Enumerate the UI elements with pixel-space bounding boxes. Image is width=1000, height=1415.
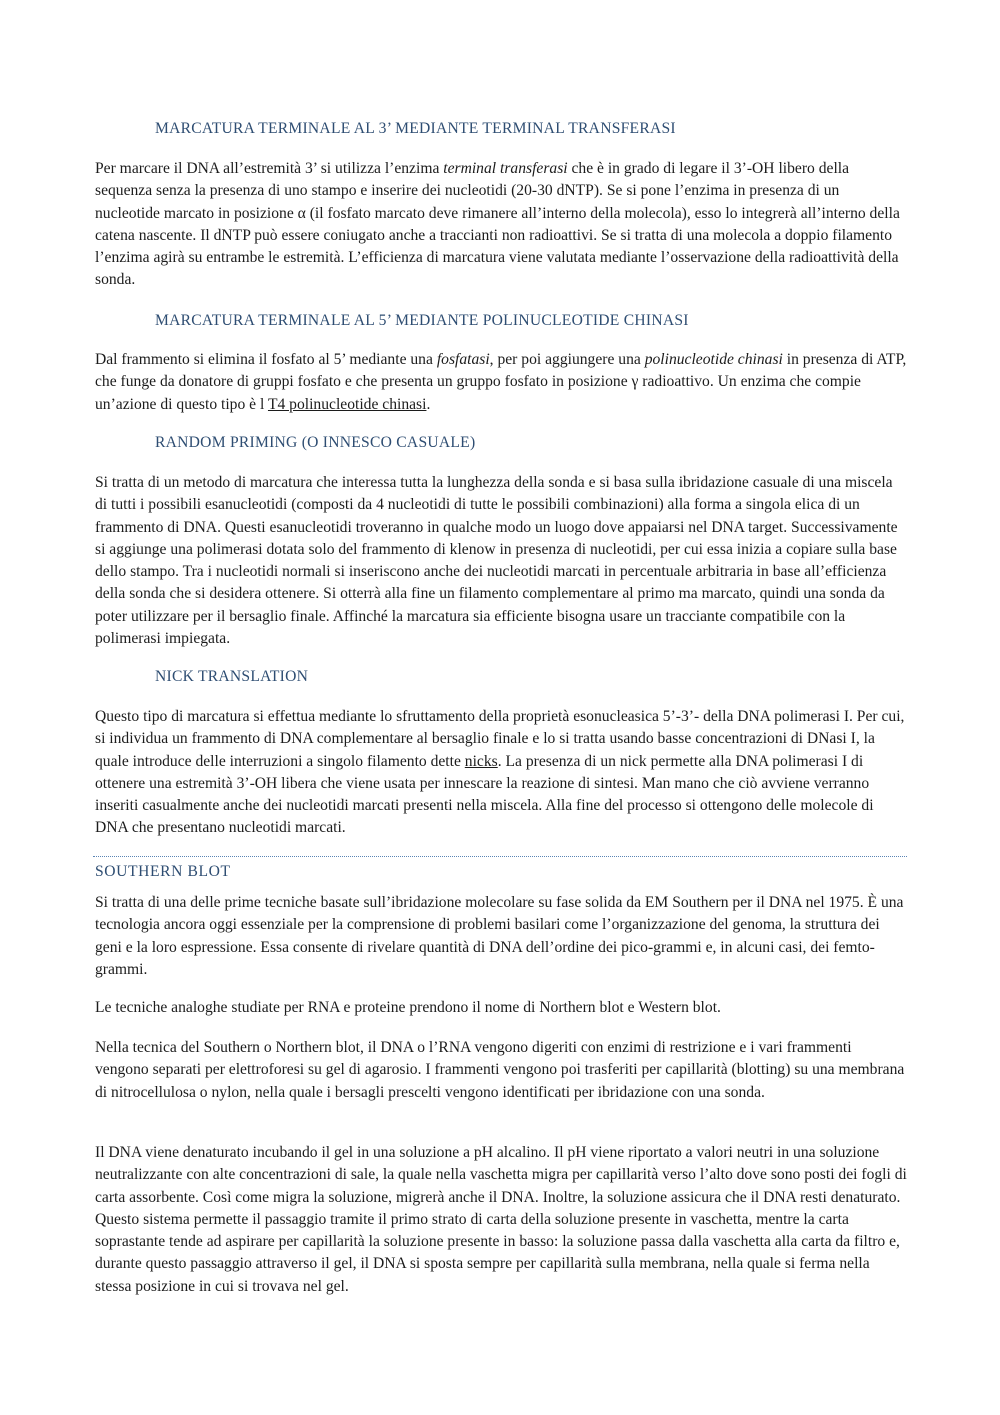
text-run: . (426, 395, 431, 413)
link-t4-polinucleotide-chinasi[interactable]: T4 polinucleotide chinasi (267, 395, 427, 413)
emphasis-terminal-transferasi: terminal transferasi (443, 160, 568, 177)
paragraph-terminal-5 (95, 349, 907, 416)
paragraph-random-priming: Si tratta di un metodo di marcatura che interessa tutta la lunghezza della sonda e si basa sulla ibridazione casuale di una miscela di tutti i possibili esanucleotidi (composti da 4 nucleotidi di tutte le possibili combinazioni) alla forma a singola elica di un frammento di DNA. Questi esanucleotidi troveranno in qualche modo un luogo dove appaiarsi nel DNA target. Successivamente si aggiunge una polimerasi dotata solo del frammento di klenow in presenza di nucleotidi, per cui essa inizia a copiare sulla base dello stampo. Tra i nucleotidi normali si inseriscono anche dei nucleotidi marcati in percentuale arbitraria in base all’efficienza della sonda che si desidera ottenere. Si otterrà alla fine un filamento complementare al primo ma marcato, quindi una sonda da poter utilizzare per il bersaglio finale. Affinché la marcatura sia efficiente bisogna usare un tracciante compatibile con la polimerasi impiegata. (95, 474, 898, 648)
text-run: Dal frammento si elimina il fosfato al 5’ mediante una (95, 351, 437, 368)
heading-terminal-3: MARCATURA TERMINALE AL 3’ MEDIANTE TERMINAL TRANSFERASI (155, 120, 676, 137)
paragraph-terminal-3 (95, 158, 907, 292)
heading-nick-translation: NICK TRANSLATION (155, 668, 309, 685)
text-run: in presenza di ATP, che funge da donatore di gruppi fosfato e che presenta un gruppo fosfato in posizione γ radioattivo. Un enzima che compie un’azione di questo tipo è l (95, 351, 907, 413)
text-run: , per poi aggiungere una (489, 351, 645, 368)
emphasis-polinucleotide-chinasi: polinucleotide chinasi (644, 351, 783, 368)
section-divider (93, 856, 907, 857)
heading-random-priming: RANDOM PRIMING (O INNESCO CASUALE) (155, 434, 476, 451)
paragraph-southern-1: Si tratta di una delle prime tecniche basate sull’ibridazione molecolare su fase solida da EM Southern per il DNA nel 1975. È una tecnologia ancora oggi essenziale per la comprensione di problemi basilari come l’organizzazione del genoma, la struttura dei geni e la loro espressione. Essa consente di rivelare quantità di DNA dell’ordine dei pico-grammi e, in alcuni casi, dei femto-grammi. (95, 894, 904, 978)
emphasis-fosfatasi: fosfatasi (436, 351, 490, 368)
text-run: . La presenza di un nick permette alla DNA polimerasi I di ottenere una estremità 3’-OH libera che viene usata per innescare la reazione di sintesi. Man mano che ciò avviene verranno inseriti casualmente anche dei nucleotidi marcati presenti nella miscela. Alla fine del processo si ottengono delle molecole di DNA che presentano nucleotidi marcati. (95, 752, 874, 837)
paragraph-southern-4: Il DNA viene denaturato incubando il gel in una soluzione a pH alcalino. Il pH viene riportato a valori neutri in una soluzione neutralizzante con alte concentrazioni di sale, la quale nella vaschetta migra per capillarità verso l’alto dove sono posti dei fogli di carta assorbente. Così come migra la soluzione, migrerà anche il DNA. Inoltre, la soluzione assicura che il DNA resti denaturato. Questo sistema permette il passaggio tramite il primo strato di carta della soluzione presente in vaschetta, mentre la carta soprastante tende ad aspirare per capillarità la soluzione presente in basso: la soluzione passa dalla vaschetta alla carta da filtro e, durante questo passaggio attraverso il gel, il DNA si sposta sempre per capillarità sulla membrana, nella quale si ferma nella stessa posizione in cui si trovava nel gel. (95, 1144, 907, 1295)
paragraph-southern-3: Nella tecnica del Southern o Northern blot, il DNA o l’RNA vengono digeriti con enzimi di restrizione e i vari frammenti vengono separati per elettroforesi su gel di agarosio. I frammenti vengono poi trasferiti per capillarità (blotting) su una membrana di nitrocellulosa o nylon, nella quale i bersagli prescelti vengono identificati per ibridazione con una sonda. (95, 1039, 905, 1101)
heading-southern-blot: SOUTHERN BLOT (95, 863, 231, 880)
text-run: Per marcare il DNA all’estremità 3’ si utilizza l’enzima (95, 160, 444, 177)
paragraph-nick-translation (95, 706, 907, 840)
text-run: Questo tipo di marcatura si effettua mediante lo sfruttamento della proprietà esonucleasica 5’-3’- della DNA polimerasi I. Per cui, si individua un frammento di DNA complementare al bersaglio finale e lo si tratta usando basse concentrazioni di DNasi I, la quale introduce delle interruzioni a singolo filamento dette (95, 708, 905, 770)
link-nicks[interactable]: nicks (464, 752, 498, 770)
heading-terminal-5: MARCATURA TERMINALE AL 5’ MEDIANTE POLINUCLEOTIDE CHINASI (155, 312, 689, 329)
paragraph-southern-2: Le tecniche analoghe studiate per RNA e proteine prendono il nome di Northern blot e Western blot. (95, 999, 721, 1016)
text-run: che è in grado di legare il 3’-OH libero della sequenza senza la presenza di uno stampo e inserire dei nucleotidi (20-30 dNTP). Se si pone l’enzima in presenza di un nucleotide marcato in posizione α (il fosfato marcato deve rimanere all’interno della molecola), esso lo integrerà all’interno della catena nascente. Il dNTP può essere coniugato anche a traccianti non radioattivi. Se si tratta di una molecola a doppio filamento l’enzima agirà su entrambe le estremità. L’efficienza di marcatura viene valutata mediante l’osservazione della radioattività della sonda. (95, 160, 900, 289)
